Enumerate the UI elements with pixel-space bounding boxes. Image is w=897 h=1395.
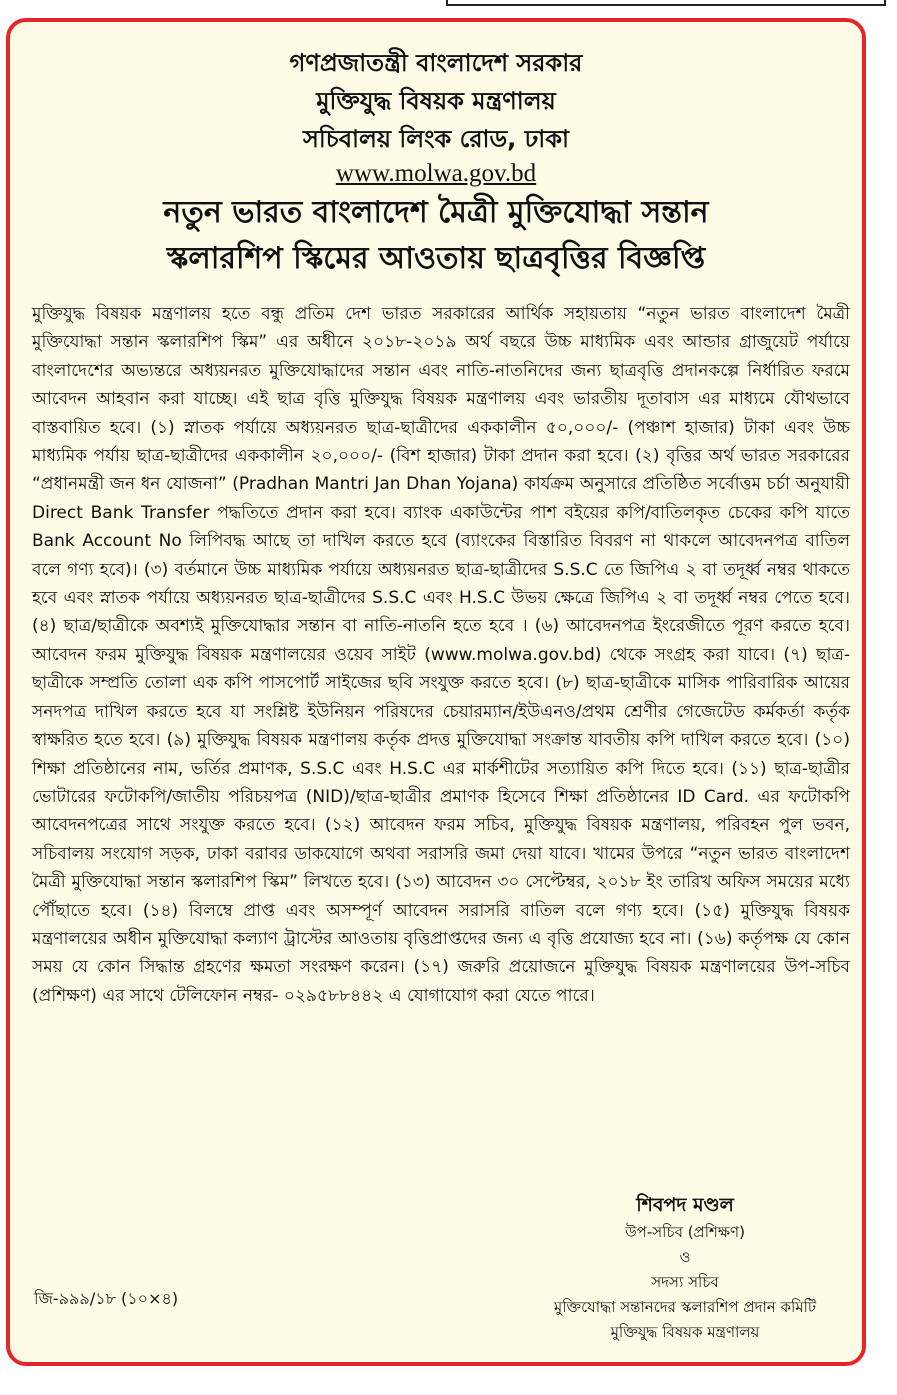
notice-frame — [6, 18, 866, 1366]
signatory-and: ও — [679, 1248, 691, 1266]
signatory-ministry: মুক্তিযুদ্ধ বিষয়ক মন্ত্রণালয় — [610, 1323, 760, 1341]
top-border-box — [446, 0, 886, 6]
notice-body-paragraph: মুক্তিযুদ্ধ বিষয়ক মন্ত্রণালয় হতে বন্ধু প্রতিম দেশ ভারত সরকারের আর্থিক সহায়তায় “নতুন ভারত বাংলাদেশ মৈত্রী মুক্তিযোদ্ধা সন্তান স্কলারশিপ স্কিম” এর অধীনে ২০১৮-২০১৯ অর্থ বছরে উচ্চ মাধ্যমিক এবং আন্ডার গ্রাজুয়েট পর্যায়ে বাংলাদেশের অভ্যন্তরে অধ্যয়নরত মুক্তিযোদ্ধাদের সন্তান এবং নাতি-নাতনিদের জন্য ছাত্রবৃত্তি প্রদানকল্পে নির্ধারিত ফরমে আবেদন আহবান করা যাচ্ছে। এই ছাত্র বৃত্তি মুক্তিযুদ্ধ বিষয়ক মন্ত্রণালয় এবং ভারতীয় দূতাবাস এর মাধ্যমে যৌথভাবে বাস্তবায়িত হবে। (১) স্নাতক পর্যায়ে অধ্যয়নরত ছাত্র-ছাত্রীদের এককালীন ৫০,০০০/- (পঞ্চাশ হাজার) টাকা এবং উচ্চ মাধ্যমিক পর্যায় ছাত্র-ছাত্রীদের এককালীন ২০,০০০/- (বিশ হাজার) টাকা প্রদান করা হবে। (২) বৃত্তির অর্থ ভারত সরকারের “প্রধানমন্ত্রী জন ধন যোজনা” (Pradhan Mantri Jan Dhan Yojana) কার্যক্রম অনুসারে প্রতিষ্ঠিত সর্বোত্তম চর্চা অনুযায়ী Direct Bank Transfer পদ্ধতিতে প্রদান করা হবে। ব্যাংক একাউন্টের পাশ বইয়ের কপি/বাতিলকৃত চেকের কপি যাতে Bank Account No লিপিবদ্ধ আছে তা দাখিল করতে হবে (ব্যাংকের বিস্তারিত বিবরণ না থাকলে আবেদনপত্র বাতিল বলে গণ্য হবে)। (৩) বর্তমানে উচ্চ মাধ্যমিক পর্যায়ে অধ্যয়নরত ছাত্র-ছাত্রীদের S.S.C তে জিপিএ ২ বা তদূর্ধ্ব নম্বর থাকতে হবে এবং স্নাতক পর্যায়ে অধ্যয়নরত ছাত্র-ছাত্রীদের S.S.C এবং H.S.C উভয় ক্ষেত্রে জিপিএ ২ বা তদূর্ধ্ব নম্বর পেতে হবে। (৪) ছাত্র/ছাত্রীকে অবশ্যই মুক্তিযোদ্ধার সন্তান বা নাতি-নাতনি হতে হবে । (৬) আবেদনপত্র ইংরেজীতে পূরণ করতে হবে। আবেদন ফরম মুক্তিযুদ্ধ বিষয়ক মন্ত্রণালয়ের ওয়েব সাইট (www.molwa.gov.bd) থেকে সংগ্রহ করা যাবে। (৭) ছাত্র-ছাত্রীকে সম্প্রতি তোলা এক কপি পাসপোর্ট সাইজের ছবি সংযুক্ত করতে হবে। (৮) ছাত্র-ছাত্রীকে মাসিক পারিবারিক আয়ের সনদপত্র দাখিল করতে হবে যা সংশ্লিষ্ট ইউনিয়ন পরিষদের চেয়ারম্যান/ইউএনও/প্রথম শ্রেণীর গেজেটেড কর্মকর্তা কর্তৃক স্বাক্ষরিত হতে হবে। (৯) মুক্তিযুদ্ধ বিষয়ক মন্ত্রণালয় কর্তৃক প্রদত্ত মুক্তিযোদ্ধা সংক্রান্ত যাবতীয় কপি দাখিল করতে হবে। (১০) শিক্ষা প্রতিষ্ঠানের নাম, ভর্তির প্রমাণক, S.S.C এবং H.S.C এর মার্কশীটের সত্যায়িত কপি দিতে হবে। (১১) ছাত্র-ছাত্রীর ভোটারের ফটোকপি/জাতীয় পরিচয়পত্র (NID)/ছাত্র-ছাত্রীর প্রমাণক হিসেবে শিক্ষা প্রতিষ্ঠানের ID Card. এর ফটোকপি আবেদনপত্রের সাথে সংযুক্ত করতে হবে। (১২) আবেদন ফরম সচিব, মুক্তিযুদ্ধ বিষয়ক মন্ত্রণালয়, পরিবহন পুল ভবন, সচিবালয় সংযোগ সড়ক, ঢাকা বরাবর ডাকযোগে অথবা সরাসরি জমা দেয়া যাবে। খামের উপরে “নতুন ভারত বাংলাদেশ মৈত্রী মুক্তিযোদ্ধা সন্তান স্কলারশিপ স্কিম” লিখতে হবে। (১৩) আবেদন ৩০ সেপ্টেম্বর, ২০১৮ ইং তারিখ অফিস সময়ের মধ্যে পৌঁছাতে হবে। (১৪) বিলম্বে প্রাপ্ত এবং অসম্পূর্ণ আবেদন সরাসরি বাতিল বলে গণ্য হবে। (১৫) মুক্তিযুদ্ধ বিষয়ক মন্ত্রণালয়ের অধীন মুক্তিযোদ্ধা কল্যাণ ট্রাস্টের আওতায় বৃত্তিপ্রাপ্তদের জন্য এ বৃত্তি প্রযোজ্য হবে না। (১৬) কর্তৃপক্ষ যে কোন সময় যে কোন সিদ্ধান্ত গ্রহণের ক্ষমতা সংরক্ষণ করেন। (১৭) জরুরি প্রয়োজনে মুক্তিযুদ্ধ বিষয়ক মন্ত্রণালয়ের উপ-সচিব (প্রশিক্ষণ) এর সাথে টেলিফোন নম্বর- ০২৯৫৮৮৪৪২ এ যোগাযোগ করা যেতে পারে। — [32, 304, 850, 1006]
signature-block — [500, 1190, 870, 1345]
address: সচিবালয় লিংক রোড, ঢাকা — [303, 125, 569, 153]
notice-body — [32, 300, 850, 1010]
signatory-name: শিবপদ মণ্ডল — [636, 1194, 734, 1216]
reference-number: জি-৯৯৯/১৮ (১০×৪) — [34, 1289, 179, 1308]
signatory-designation: উপ-সচিব (প্রশিক্ষণ) — [625, 1223, 745, 1241]
website-link[interactable]: www.molwa.gov.bd — [335, 160, 537, 187]
notice-header — [10, 44, 862, 282]
notice-title-line-1: নতুন ভারত বাংলাদেশ মৈত্রী মুক্তিযোদ্ধা সন্তান — [163, 195, 709, 230]
government-name: গণপ্রজাতন্ত্রী বাংলাদেশ সরকার — [289, 49, 583, 77]
signatory-committee: মুক্তিযোদ্ধা সন্তানদের স্কলারশিপ প্রদান কমিটি — [553, 1298, 817, 1316]
signatory-role: সদস্য সচিব — [651, 1273, 719, 1291]
ministry-name: মুক্তিযুদ্ধ বিষয়ক মন্ত্রণালয় — [316, 87, 556, 115]
notice-title-line-2: স্কলারশিপ স্কিমের আওতায় ছাত্রবৃত্তির বিজ্ঞপ্তি — [166, 241, 706, 276]
